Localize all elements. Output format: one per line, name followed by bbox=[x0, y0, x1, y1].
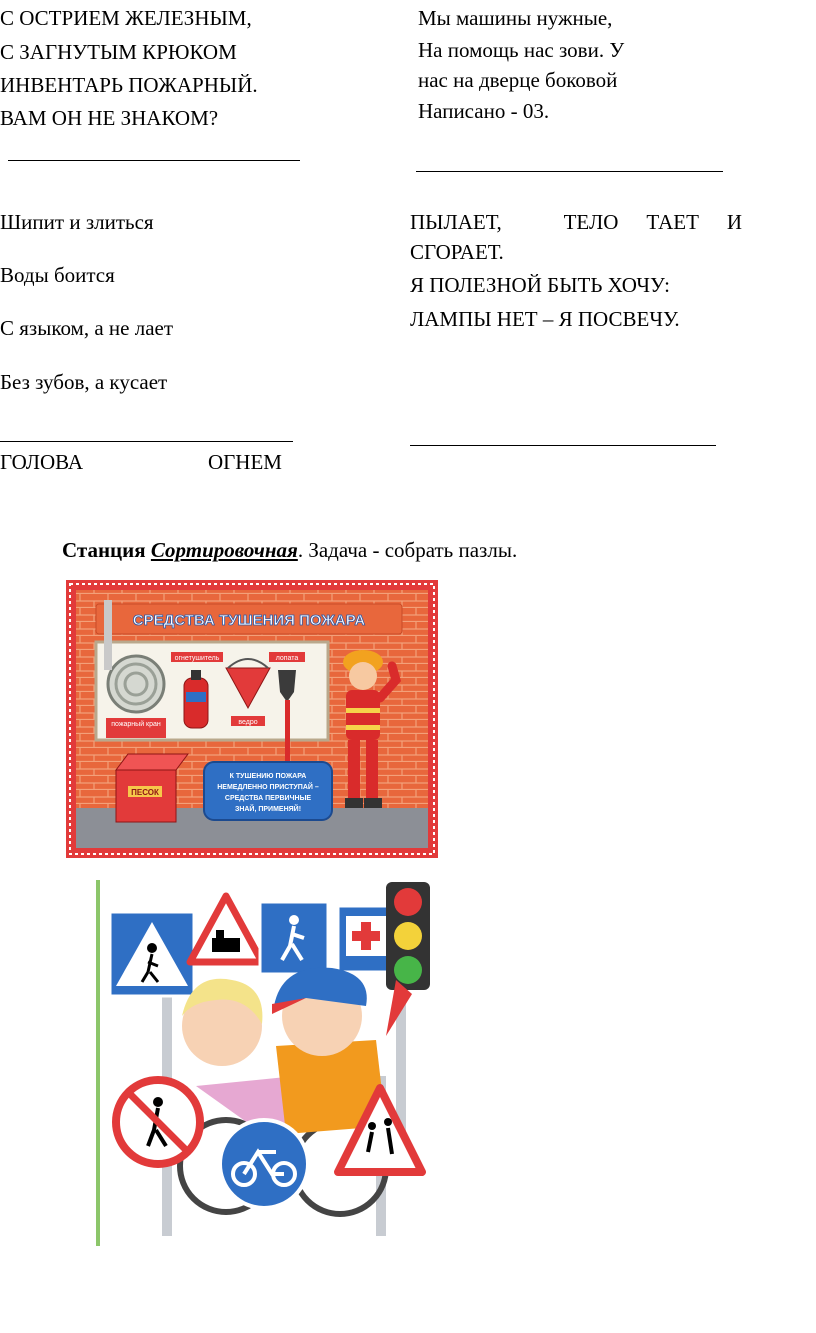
riddle-word: ПЫЛАЕТ, bbox=[410, 210, 502, 234]
answer-line-left-bottom bbox=[0, 441, 293, 442]
riddle-right-bottom-line-2: СГОРАЕТ. bbox=[410, 240, 504, 264]
riddle-word: ТАЕТ bbox=[646, 210, 699, 234]
bicycle-path-sign-icon bbox=[220, 1120, 308, 1208]
riddle-right-bottom-line-4: ЛАМПЫ НЕТ – Я ПОСВЕЧУ. bbox=[410, 307, 680, 331]
poster-title: СРЕДСТВА ТУШЕНИЯ ПОЖАРА bbox=[132, 612, 366, 629]
riddle-left-top-line-1: С ОСТРИЕМ ЖЕЛЕЗНЫМ, bbox=[0, 6, 252, 30]
riddle-left-bottom-line-1: Шипит и злиться bbox=[0, 210, 154, 234]
riddle-left-bottom-line-2: Воды боится bbox=[0, 263, 115, 287]
answer-line-right-bottom bbox=[410, 445, 716, 446]
banner-line-3: СРЕДСТВА ПЕРВИЧНЫЕ bbox=[224, 795, 312, 802]
instruction-banner bbox=[204, 762, 332, 820]
riddle-left-top-line-2: С ЗАГНУТЫМ КРЮКОМ bbox=[0, 40, 237, 64]
answer-word-golova: ГОЛОВА bbox=[0, 450, 83, 474]
extinguisher-label: огнетушитель bbox=[174, 655, 220, 662]
station-label: Станция bbox=[62, 538, 146, 562]
banner-line-4: ЗНАЙ, ПРИМЕНЯЙ! bbox=[234, 806, 302, 813]
station-name: Сортировочная bbox=[150, 538, 298, 562]
bucket-label: ведро bbox=[238, 719, 258, 726]
riddle-right-bottom-line-3: Я ПОЛЕЗНОЙ БЫТЬ ХОЧУ: bbox=[410, 273, 670, 297]
riddle-right-top-line-4: Написано - 03. bbox=[418, 99, 550, 123]
traffic-light-icon bbox=[386, 882, 430, 990]
answer-line-left-top bbox=[8, 160, 300, 161]
banner-line-1: К ТУШЕНИЮ ПОЖАРА bbox=[229, 773, 307, 780]
riddle-left-top-line-4: ВАМ ОН НЕ ЗНАКОМ? bbox=[0, 106, 219, 130]
riddle-left-top-line-3: ИНВЕНТАРЬ ПОЖАРНЫЙ. bbox=[0, 73, 258, 97]
first-aid-sign-icon bbox=[338, 906, 394, 972]
riddle-right-top-line-1: Мы машины нужные, bbox=[418, 6, 613, 30]
shovel-label: лопата bbox=[275, 655, 299, 662]
station-task: . Задача - собрать пазлы. bbox=[297, 538, 518, 562]
riddle-left-bottom-line-4: Без зубов, а кусает bbox=[0, 370, 168, 394]
sand-label: ПЕСОК bbox=[131, 788, 159, 797]
riddle-word: И bbox=[726, 210, 742, 234]
riddle-right-bottom-line-1 bbox=[410, 212, 742, 233]
answer-line-right-top bbox=[416, 171, 723, 172]
riddle-left-bottom-line-3: С языком, а не лает bbox=[0, 316, 174, 340]
station-heading bbox=[62, 540, 517, 561]
pedestrian-sign-icon bbox=[260, 902, 328, 974]
banner-line-2: НЕМЕДЛЕННО ПРИСТУПАЙ – bbox=[217, 784, 319, 791]
riddle-right-top-line-2: На помощь нас зови. У bbox=[418, 38, 625, 62]
road-signs-image bbox=[96, 876, 436, 1248]
riddle-right-top-line-3: нас на дверце боковой bbox=[418, 68, 618, 92]
railway-crossing-sign-icon bbox=[190, 896, 262, 962]
riddle-word: ТЕЛО bbox=[563, 210, 619, 234]
answer-word-ognem: ОГНЕМ bbox=[208, 450, 282, 474]
no-pedestrians-sign-icon bbox=[116, 1080, 200, 1164]
fire-equipment-poster bbox=[66, 580, 438, 858]
hydrant-label: пожарный кран bbox=[111, 721, 161, 728]
pedestrian-crossing-sign-icon bbox=[110, 912, 194, 996]
